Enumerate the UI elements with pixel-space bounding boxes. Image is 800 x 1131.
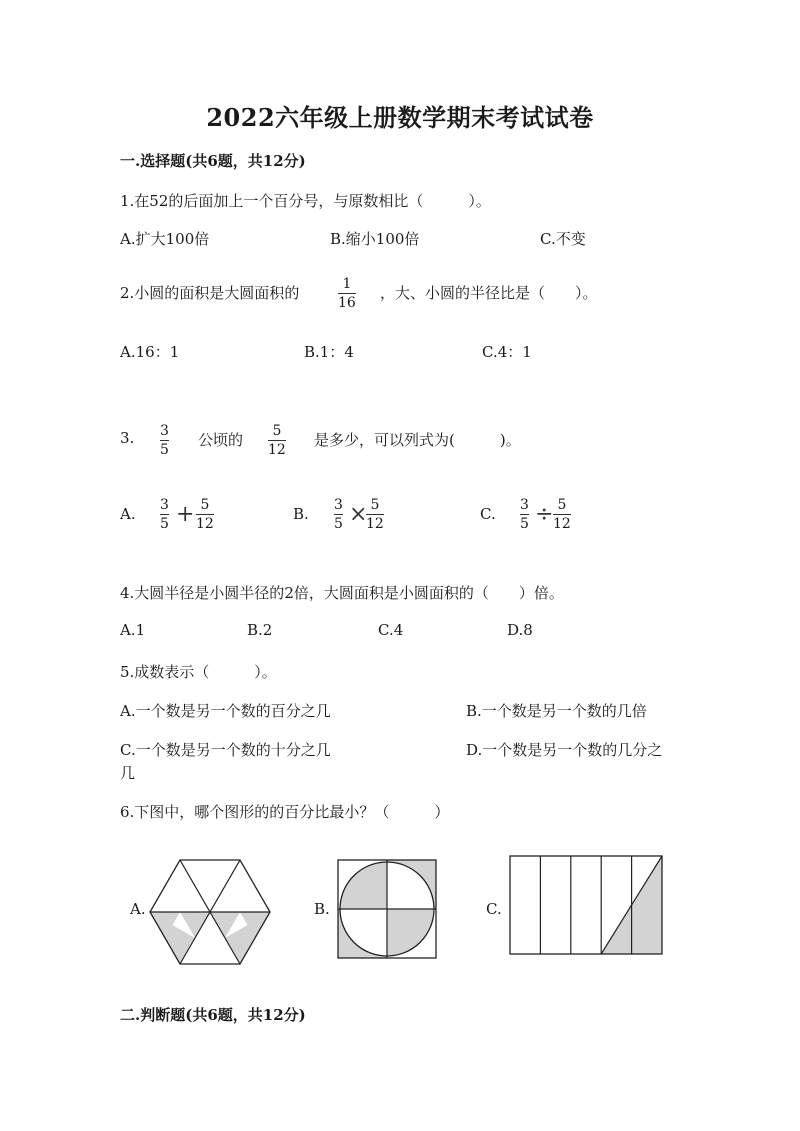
question-6-option-b-label[interactable]: B. <box>314 900 330 918</box>
fraction-numerator: 3 <box>160 423 169 439</box>
question-5-option-a[interactable]: A.一个数是另一个数的百分之几 <box>120 702 331 720</box>
question-3-option-c-label[interactable]: C. <box>480 505 496 523</box>
fraction-numerator: 5 <box>557 497 567 513</box>
plus-operator: + <box>176 502 195 527</box>
option-c-fraction-2 <box>553 497 571 532</box>
question-4-option-b[interactable]: B.2 <box>247 621 273 639</box>
section-heading-judgment: 二.判断题(共6题，共12分) <box>120 1006 306 1024</box>
fraction-bar <box>553 514 571 515</box>
question-6-option-c-label[interactable]: C. <box>486 900 502 918</box>
question-4-option-d[interactable]: D.8 <box>507 621 533 639</box>
fraction-denominator: 5 <box>520 516 529 532</box>
fraction-denominator: 5 <box>160 516 169 532</box>
fraction-denominator: 5 <box>334 516 343 532</box>
fraction-numerator: 5 <box>272 423 282 439</box>
option-b-fraction-1 <box>334 497 343 532</box>
question-5-option-c[interactable]: C.一个数是另一个数的十分之几 <box>120 741 331 759</box>
fraction-denominator: 12 <box>268 442 286 458</box>
question-4-text: 4.大圆半径是小圆半径的2倍，大圆面积是小圆面积的（ ）倍。 <box>120 584 564 602</box>
question-3-option-a-label[interactable]: A. <box>120 505 136 523</box>
divide-operator: ÷ <box>535 502 554 527</box>
question-2-fraction <box>338 276 356 311</box>
question-3-number: 3. <box>120 429 135 447</box>
fraction-denominator: 5 <box>160 442 169 458</box>
fraction-bar <box>520 514 529 515</box>
fraction-numerator: 5 <box>370 497 380 513</box>
question-2-option-a[interactable]: A.16：1 <box>120 343 180 361</box>
fraction-bar <box>160 514 169 515</box>
question-2-option-b[interactable]: B.1：4 <box>304 343 354 361</box>
question-1-option-a[interactable]: A.扩大100倍 <box>120 230 210 248</box>
question-2-option-c[interactable]: C.4：1 <box>482 343 532 361</box>
fraction-denominator: 12 <box>366 516 384 532</box>
question-3-mid-text: 公顷的 <box>198 431 244 449</box>
question-3-fraction-1 <box>160 423 169 458</box>
fraction-bar <box>366 514 384 515</box>
question-4-option-a[interactable]: A.1 <box>120 621 146 639</box>
question-5-option-b[interactable]: B.一个数是另一个数的几倍 <box>466 702 647 720</box>
fraction-numerator: 3 <box>520 497 529 513</box>
question-2-prefix: 2.小圆的面积是大圆面积的 <box>120 284 300 302</box>
question-4-option-c[interactable]: C.4 <box>378 621 404 639</box>
option-b-fraction-2 <box>366 497 384 532</box>
rectangle-strips-figure[interactable] <box>510 856 662 954</box>
fraction-bar <box>196 514 214 515</box>
question-6-text: 6.下图中，哪个图形的的百分比最小？（ ） <box>120 803 450 821</box>
fraction-numerator: 3 <box>334 497 343 513</box>
circle-in-square-figure[interactable] <box>338 860 436 958</box>
fraction-numerator: 1 <box>342 276 352 292</box>
question-1-text: 1.在52的后面加上一个百分号，与原数相比（ ）。 <box>120 192 491 210</box>
fraction-denominator: 16 <box>338 295 356 311</box>
fraction-numerator: 5 <box>200 497 210 513</box>
question-1-option-c[interactable]: C.不变 <box>540 230 586 248</box>
question-5-option-d-continued: 几 <box>120 764 136 782</box>
fraction-denominator: 12 <box>196 516 214 532</box>
times-operator: × <box>349 502 368 527</box>
option-a-fraction-2 <box>196 497 214 532</box>
section-heading-choice: 一.选择题(共6题，共12分) <box>120 152 306 170</box>
option-c-fraction-1 <box>520 497 529 532</box>
hexagon-figure[interactable] <box>150 860 270 964</box>
question-5-option-d[interactable]: D.一个数是另一个数的几分之 <box>466 741 663 759</box>
question-6-option-a-label[interactable]: A. <box>130 900 146 918</box>
question-3-fraction-2 <box>268 423 286 458</box>
fraction-bar <box>338 293 356 294</box>
option-a-fraction-1 <box>160 497 169 532</box>
question-1-option-b[interactable]: B.缩小100倍 <box>330 230 420 248</box>
fraction-bar <box>160 440 169 441</box>
question-5-text: 5.成数表示（ ）。 <box>120 663 277 681</box>
fraction-numerator: 3 <box>160 497 169 513</box>
question-3-suffix: 是多少，可以列式为( )。 <box>314 431 521 449</box>
question-2-suffix: ，大、小圆的半径比是（ ）。 <box>380 284 598 302</box>
page-title: 2022六年级上册数学期末考试试卷 <box>206 103 594 132</box>
fraction-bar <box>268 440 286 441</box>
fraction-denominator: 12 <box>553 516 571 532</box>
question-3-option-b-label[interactable]: B. <box>293 505 309 523</box>
fraction-bar <box>334 514 343 515</box>
